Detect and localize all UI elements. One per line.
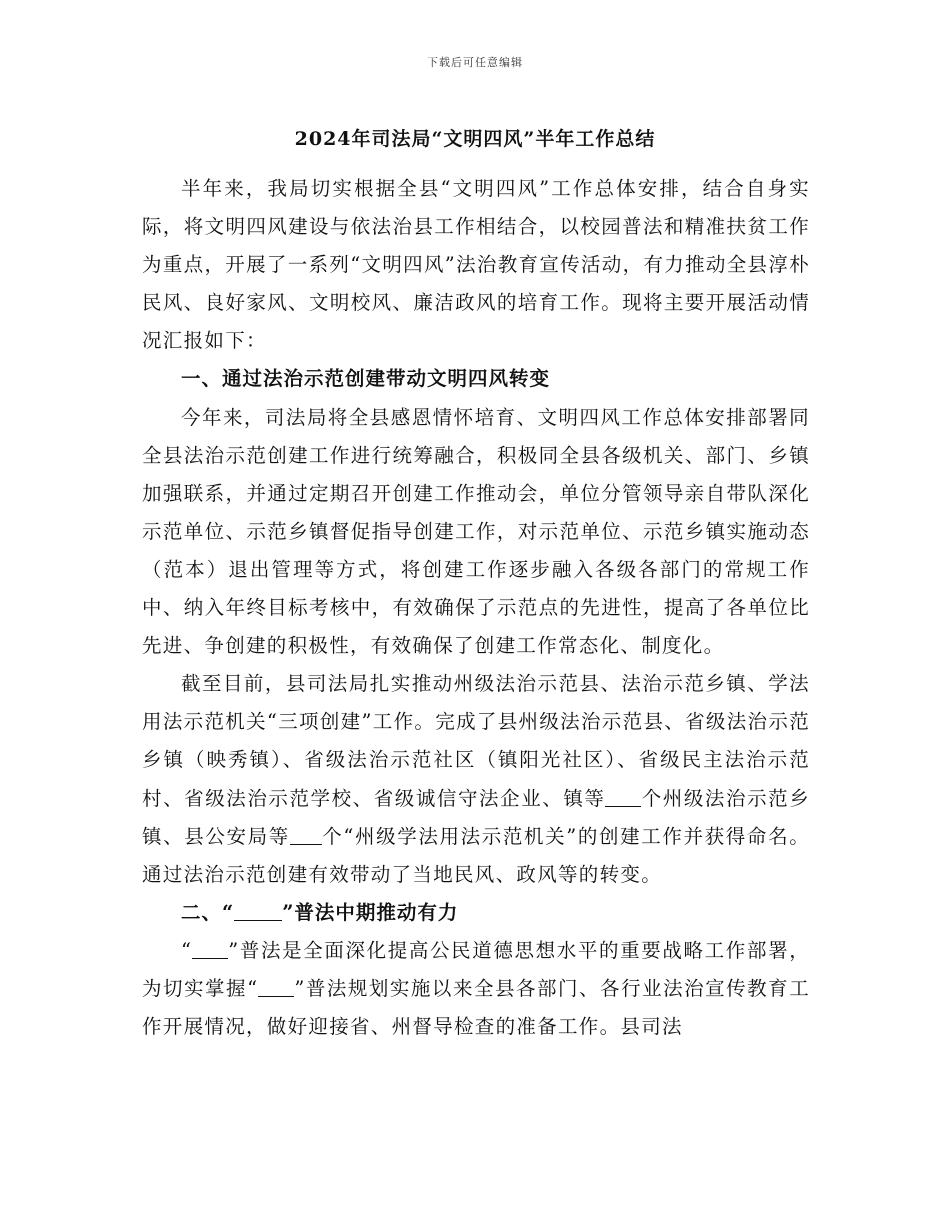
document-body [142,170,810,1046]
paragraph-section-2-part-2: ”普法是全面深化提高公民道德思想水平的重要战略工作部署，为切实掌握“ [142,938,810,1000]
paragraph-section-1: 今年来，司法局将全县感恩情怀培育、文明四风工作总体安排部署同全县法治示范创建工作进行统筹融合，积极同全县各级机关、部门、乡镇加强联系，并通过定期召开创建工作推动会，单位分管领导亲自带队深化示范单位、示范乡镇督促指导创建工作，对示范单位、示范乡镇实施动态（范本）退出管理等方式，将创建工作逐步融入各级各部门的常规工作中、纳入年终目标考核中，有效确保了示范点的先进性，提高了各单位比先进、争创建的积极性，有效确保了创建工作常态化、制度化。 [142,405,810,658]
paragraph-achievements [142,665,810,894]
section-heading-2 [142,894,810,932]
fill-in-blank [192,938,228,959]
header-note: 下载后可任意编辑 [427,56,523,69]
paragraph-section-2-part-1: “ [181,938,193,962]
paragraph-achievements-part-2: 个州级法治示范乡镇、县公安局等 [142,786,810,848]
paragraph-achievements-part-3: 个“州级学法用法示范机关”的创建工作并获得命名。通过法治示范创建有效带动了当地民风、政风等的转变。 [142,824,810,886]
fill-in-blank [605,786,641,807]
document-title: 2024年司法局“文明四风”半年工作总结 [294,128,656,150]
section-heading-2-part-1: 二、“ [181,900,235,924]
paragraph-section-2 [142,932,810,1046]
section-heading-1: 一、通过法治示范创建带动文明四风转变 [181,367,551,391]
fill-in-blank [258,976,294,997]
paragraph-achievements-part-1: 截至目前，县司法局扎实推动州级法治示范县、法治示范乡镇、学法用法示范机关“三项创建”工作。完成了县州级法治示范县、省级法治示范乡镇（映秀镇）、省级法治示范社区（镇阳光社区）、省级民主法治示范村、省级法治示范学校、省级诚信守法企业、镇等 [142,672,810,810]
fill-in-blank [290,824,322,845]
section-heading-2-part-2: ”普法中期推动有力 [282,900,459,924]
fill-in-blank [234,900,282,921]
paragraph-section-2-part-3: ”普法规划实施以来全县各部门、各行业法治宣传教育工作开展情况，做好迎接省、州督导检查的准备工作。县司法 [142,976,810,1039]
paragraph-intro: 半年来，我局切实根据全县“文明四风”工作总体安排，结合自身实际，将文明四风建设与依法治县工作相结合，以校园普法和精准扶贫工作为重点，开展了一系列“文明四风”法治教育宣传活动，有力推动全县淳朴民风、良好家风、文明校风、廉洁政风的培育工作。现将主要开展活动情况汇报如下： [142,177,810,353]
